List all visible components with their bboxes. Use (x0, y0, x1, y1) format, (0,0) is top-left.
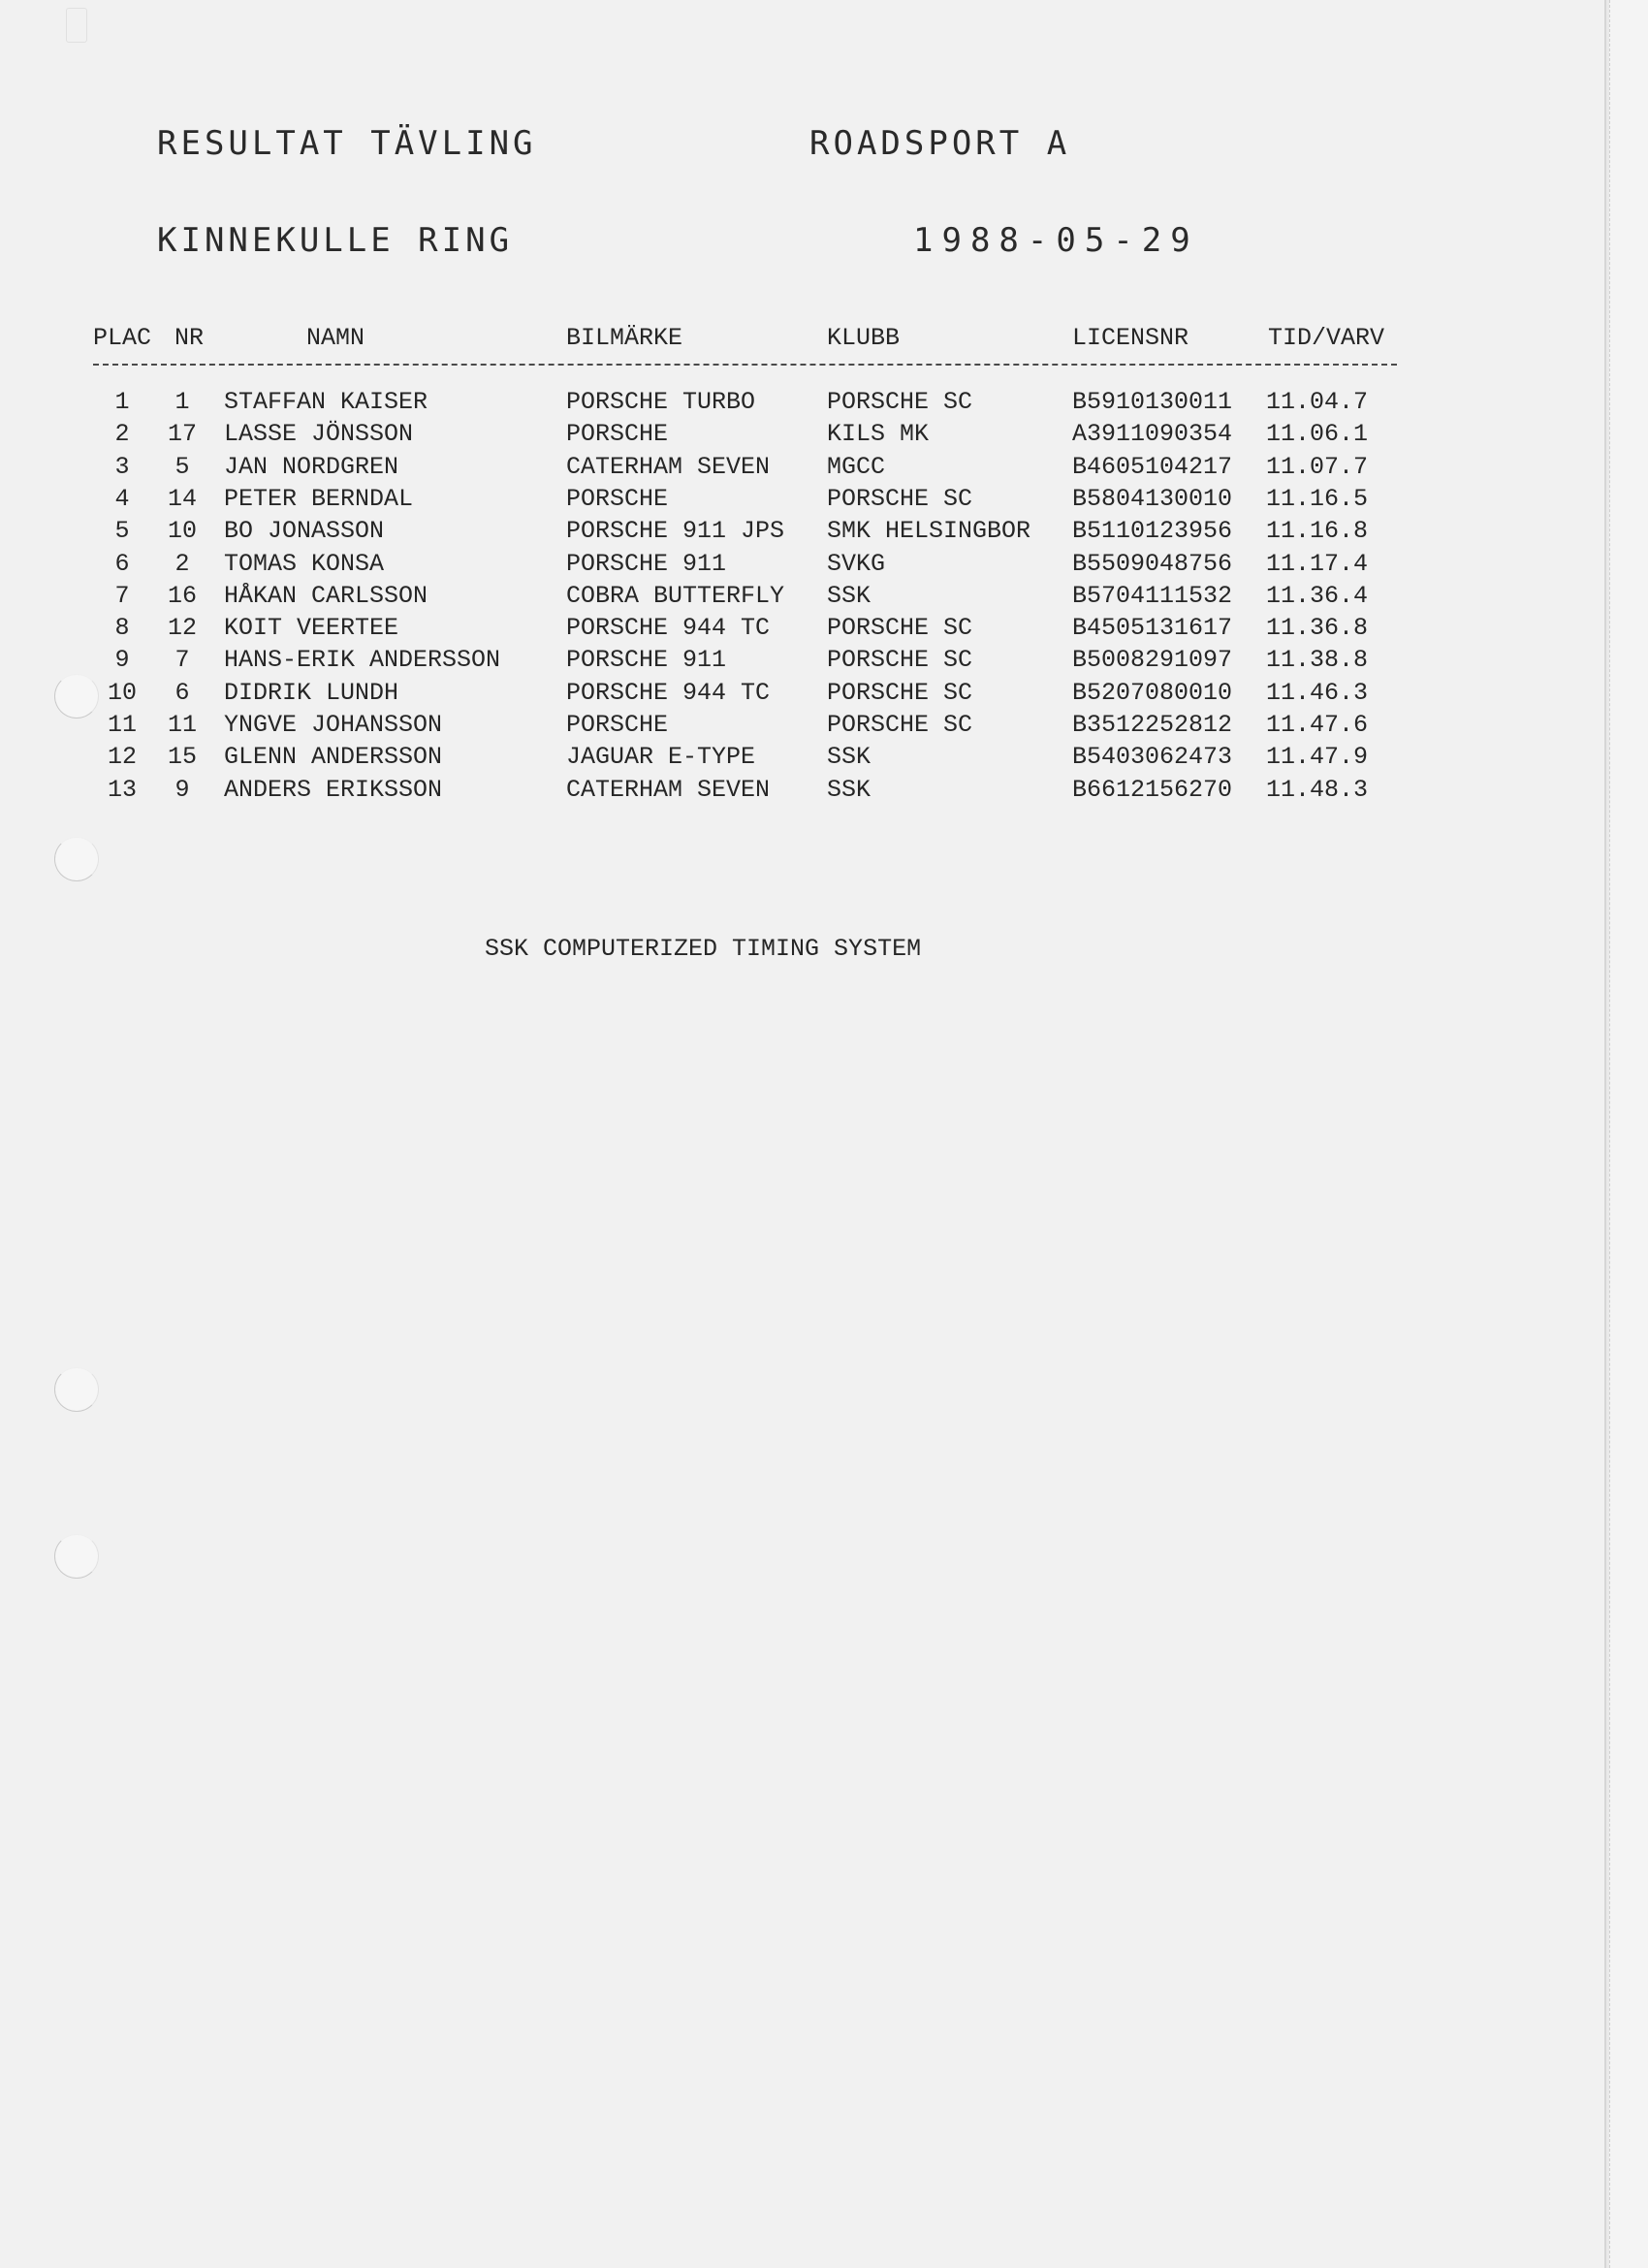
cell-plac: 4 (114, 484, 130, 513)
cell-plac: 7 (114, 581, 130, 610)
cell-namn: GLENN ANDERSSON (224, 743, 443, 772)
cell-nr: 9 (174, 775, 190, 804)
cell-namn: ANDERS ERIKSSON (224, 775, 443, 804)
cell-bilmarke: COBRA BUTTERFLY (566, 581, 785, 610)
header-nr: NR (174, 324, 205, 352)
cell-licensnr: B5403062473 (1072, 743, 1233, 772)
header-divider (93, 364, 1397, 366)
cell-nr: 17 (167, 420, 197, 449)
cell-nr: 15 (167, 743, 197, 772)
cell-klubb: SVKG (827, 549, 886, 578)
cell-tid: 11.17.4 (1266, 549, 1369, 578)
cell-tid: 11.04.7 (1266, 388, 1369, 416)
cell-tid: 11.07.7 (1266, 452, 1369, 481)
cell-nr: 5 (174, 452, 190, 481)
cell-klubb: SMK HELSINGBOR (827, 517, 1031, 546)
corner-mark (66, 8, 87, 43)
cell-tid: 11.16.8 (1266, 517, 1369, 546)
cell-bilmarke: JAGUAR E-TYPE (566, 743, 756, 772)
cell-tid: 11.46.3 (1266, 678, 1369, 707)
cell-nr: 10 (167, 517, 197, 546)
header-bilmarke: BILMÄRKE (566, 324, 683, 352)
header-namn: NAMN (306, 324, 365, 352)
cell-nr: 11 (167, 711, 197, 739)
cell-licensnr: B6612156270 (1072, 775, 1233, 804)
cell-licensnr: B5509048756 (1072, 549, 1233, 578)
cell-tid: 11.16.5 (1266, 484, 1369, 513)
cell-nr: 14 (167, 484, 197, 513)
cell-klubb: PORSCHE SC (827, 388, 973, 416)
cell-plac: 9 (114, 646, 130, 675)
cell-namn: DIDRIK LUNDH (224, 678, 399, 707)
cell-licensnr: B5910130011 (1072, 388, 1233, 416)
header-plac: PLAC (93, 324, 152, 352)
punch-hole (54, 1534, 99, 1579)
cell-tid: 11.48.3 (1266, 775, 1369, 804)
footer-text: SSK COMPUTERIZED TIMING SYSTEM (485, 935, 922, 963)
cell-namn: BO JONASSON (224, 517, 385, 546)
punch-hole (54, 837, 99, 881)
document-title: RESULTAT TÄVLING (157, 124, 537, 163)
cell-bilmarke: PORSCHE (566, 484, 669, 513)
cell-nr: 2 (174, 549, 190, 578)
cell-tid: 11.36.8 (1266, 614, 1369, 643)
cell-licensnr: A3911090354 (1072, 420, 1233, 449)
cell-plac: 5 (114, 517, 130, 546)
perforated-edge (1609, 0, 1648, 2268)
document-date: 1988-05-29 (913, 221, 1199, 260)
cell-klubb: SSK (827, 581, 872, 610)
cell-namn: LASSE JÖNSSON (224, 420, 414, 449)
cell-bilmarke: PORSCHE 944 TC (566, 678, 771, 707)
cell-klubb: PORSCHE SC (827, 711, 973, 739)
cell-klubb: PORSCHE SC (827, 646, 973, 675)
cell-licensnr: B5704111532 (1072, 581, 1233, 610)
cell-klubb: PORSCHE SC (827, 484, 973, 513)
cell-bilmarke: PORSCHE 911 (566, 549, 727, 578)
cell-klubb: PORSCHE SC (827, 614, 973, 643)
cell-tid: 11.06.1 (1266, 420, 1369, 449)
cell-plac: 6 (114, 549, 130, 578)
cell-namn: PETER BERNDAL (224, 484, 414, 513)
cell-plac: 10 (107, 678, 137, 707)
cell-nr: 12 (167, 614, 197, 643)
punch-hole (54, 674, 99, 719)
cell-licensnr: B5110123956 (1072, 517, 1233, 546)
document-venue: KINNEKULLE RING (157, 221, 514, 260)
cell-klubb: SSK (827, 775, 872, 804)
cell-tid: 11.47.9 (1266, 743, 1369, 772)
header-licensnr: LICENSNR (1072, 324, 1189, 352)
cell-tid: 11.47.6 (1266, 711, 1369, 739)
cell-licensnr: B4605104217 (1072, 452, 1233, 481)
cell-klubb: KILS MK (827, 420, 930, 449)
cell-namn: HANS-ERIK ANDERSSON (224, 646, 501, 675)
cell-plac: 11 (107, 711, 137, 739)
punch-hole (54, 1367, 99, 1412)
header-tid: TID/VARV (1268, 324, 1385, 352)
cell-namn: TOMAS KONSA (224, 549, 385, 578)
cell-bilmarke: PORSCHE (566, 711, 669, 739)
cell-tid: 11.36.4 (1266, 581, 1369, 610)
cell-klubb: SSK (827, 743, 872, 772)
cell-nr: 16 (167, 581, 197, 610)
cell-bilmarke: PORSCHE TURBO (566, 388, 756, 416)
cell-plac: 1 (114, 388, 130, 416)
cell-bilmarke: PORSCHE 911 (566, 646, 727, 675)
cell-nr: 6 (174, 678, 190, 707)
cell-bilmarke: PORSCHE 911 JPS (566, 517, 785, 546)
cell-nr: 7 (174, 646, 190, 675)
cell-klubb: PORSCHE SC (827, 678, 973, 707)
cell-licensnr: B3512252812 (1072, 711, 1233, 739)
document-class: ROADSPORT A (809, 124, 1071, 163)
cell-plac: 12 (107, 743, 137, 772)
cell-namn: JAN NORDGREN (224, 452, 399, 481)
cell-klubb: MGCC (827, 452, 886, 481)
cell-bilmarke: CATERHAM SEVEN (566, 452, 771, 481)
cell-bilmarke: CATERHAM SEVEN (566, 775, 771, 804)
cell-nr: 1 (174, 388, 190, 416)
cell-plac: 3 (114, 452, 130, 481)
cell-namn: KOIT VEERTEE (224, 614, 399, 643)
cell-bilmarke: PORSCHE 944 TC (566, 614, 771, 643)
cell-licensnr: B4505131617 (1072, 614, 1233, 643)
cell-plac: 8 (114, 614, 130, 643)
cell-licensnr: B5008291097 (1072, 646, 1233, 675)
table-header (93, 322, 1385, 354)
cell-licensnr: B5207080010 (1072, 678, 1233, 707)
header-klubb: KLUBB (827, 324, 901, 352)
cell-tid: 11.38.8 (1266, 646, 1369, 675)
cell-plac: 2 (114, 420, 130, 449)
cell-namn: STAFFAN KAISER (224, 388, 428, 416)
cell-namn: YNGVE JOHANSSON (224, 711, 443, 739)
cell-namn: HÅKAN CARLSSON (224, 581, 428, 610)
cell-licensnr: B5804130010 (1072, 484, 1233, 513)
cell-bilmarke: PORSCHE (566, 420, 669, 449)
cell-plac: 13 (107, 775, 137, 804)
